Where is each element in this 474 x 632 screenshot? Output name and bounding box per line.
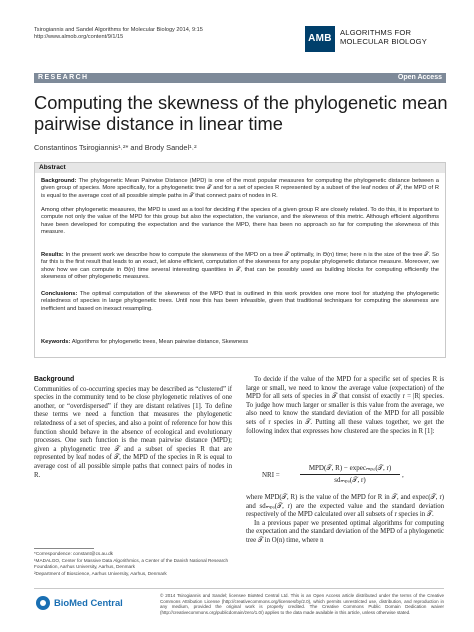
body-paragraph: where MPD(𝒯, R) is the value of the MPD for R in 𝒯, and expec(𝒯, r) and sdₘₚₒ(𝒯, r) are the expected value and the standard deviation respectively of the MPD calculated over all subsets of r species in 𝒯. (246, 494, 444, 519)
author-list: Constantinos Tsirogiannis¹˒²* and Brody Sandel¹˒² (34, 143, 197, 152)
journal-citation-line: Tsirogiannis and Sandel Algorithms for Molecular Biology 2014, 9:15 (34, 27, 203, 33)
abstract-background-label: Background: (41, 178, 77, 184)
fraction-bar (300, 474, 400, 475)
journal-logo-name (340, 28, 450, 46)
journal-citation (34, 27, 274, 42)
abstract-keywords-label: Keywords: (41, 339, 71, 345)
equation-denominator: sdₘₚₒ(𝒯, r) (334, 476, 366, 484)
journal-logo-name-line2: MOLECULAR BIOLOGY (340, 37, 427, 46)
abstract-heading: Abstract (39, 164, 66, 171)
journal-url[interactable]: http://www.almob.org/content/9/1/15 (34, 34, 124, 41)
abstract-keywords (41, 339, 439, 346)
abstract-keywords-text: Algorithms for phylogenetic trees, Mean pairwise distance, Skewness (71, 339, 249, 345)
abstract-conclusions-text: The optimal computation of the skewness of the MPD that is outlined in this work provides one more tool for studying the phylogenetic relatedness of species in large phylogenetic trees. Until now this has been infeasible, given that traditional techniques for computing the skewness are inefficient and based on inexact resampling. (41, 291, 439, 312)
article-type-label: RESEARCH (38, 74, 89, 81)
abstract-results-label: Results: (41, 252, 64, 258)
abstract-background-text-2: Among other phylogenetic measures, the MPD is used as a tool for deciding if the species of a given group R are closely related. To do this, it is important to compute not only the value of the MPD for this group but also the expectation, the variance, and the skewness of this metric. Although efficient algorithms have been developed for computing the expectation and the variance the MPD, there has been no approach so far for computing the skewness of this measure. (41, 207, 439, 236)
publisher-name: BioMed Central (54, 597, 123, 608)
journal-logo (305, 26, 445, 56)
section-heading-background: Background (34, 376, 75, 383)
nri-equation (244, 464, 444, 486)
article-type-banner (34, 73, 446, 83)
footnote-correspondence: *Correspondence: constant@cs.au.dk (34, 551, 114, 556)
equation-comma: , (402, 471, 404, 479)
abstract-results (41, 252, 439, 282)
equation-numerator: MPD(𝒯, R) − expecₘₚₒ(𝒯, r) (308, 464, 392, 472)
amb-logo-mark: AMB (305, 26, 335, 52)
abstract-background-text: The phylogenetic Mean Pairwise Distance (MPD) is one of the most popular measures for computing the phylogenetic distance between a given group of species. More specifically, for a phylogenetic tree 𝒯 and for a set of species R represented by a subset of the leaf nodes of 𝒯, the MPD of R is equal to the average cost of all possible simple paths in 𝒯 that connect pairs of nodes in R. (41, 178, 439, 199)
footer-rule (34, 588, 444, 589)
body-left-column (34, 376, 232, 480)
biomed-central-logo (36, 594, 146, 612)
body-paragraph: In a previous paper we presented optimal algorithms for computing the expectation and the standard deviation of the MPD of a phylogenetic tree 𝒯 in O(n) time, where n (246, 519, 444, 544)
body-right-column-top (246, 376, 444, 436)
equation-lhs: NRI = (262, 471, 280, 479)
abstract-box (34, 162, 446, 358)
footnote-affiliation-2: ²Department of Bioscience, Aarhus University, Aarhus, Denmark (34, 571, 167, 576)
article-title: Computing the skewness of the phylogenetic mean pairwise distance in linear time (34, 92, 448, 134)
abstract-header (35, 163, 445, 173)
abstract-conclusions (41, 291, 439, 313)
body-paragraph: Communities of co-occurring species may be described as “clustered” if species in the community tend to be close phylogenetic relatives of one another, or “overdispersed” if they are distant relatives [1]. To define these terms we need a function that measures the phylogenetic relatedness of a set of species, and also a point of reference for how this function should behave in the absence of ecological and evolutionary processes. One such function is the mean pairwise distance (MPD); given a phylogenetic tree 𝒯 and a subset of species R that are represented by leaf nodes of 𝒯, the MPD of the species in R is equal to average cost of all possible simple paths that connect pairs of nodes in R. (34, 385, 232, 479)
journal-logo-name-line1: ALGORITHMS FOR (340, 28, 412, 37)
footnote-rule (34, 548, 94, 549)
abstract-background (41, 178, 439, 200)
body-paragraph: To decide if the value of the MPD for a specific set of species R is large or small, we need to know the average value (expectation) of the MPD for all sets of species in 𝒯 that consist of exactly r = |R| species. To judge how much larger or smaller is this value from the average, we also need to know the standard deviation of the MPD for all possible sets of r species in 𝒯. Putting all these values together, we get the following index that expresses how clustered are the species in R [1]: (246, 376, 444, 435)
abstract-results-text: In the present work we describe how to compute the skewness of the MPD on a tree 𝒯 optimally, in Θ(n) time; here n is the size of the tree 𝒯. So far this is the first result that leads to an exact, let alone efficient, computation of the skewness for any popular phylogenetic distance measure. Moreover, we show how we can compute in Θ(n) time several interesting quantities in 𝒯, that can be possibly used as building blocks for computing efficiently the skewness of other phylogenetic measures. (41, 252, 439, 281)
body-right-column-bottom (246, 494, 444, 546)
abstract-conclusions-label: Conclusions: (41, 291, 78, 297)
footnote-affiliation-1: ¹MADALGO, Center for Massive Data Algorithmics, a Center of the Danish National Research Foundation, Aarhus University, Aarhus, Denmark (34, 558, 229, 569)
biomed-logo-icon-inner (40, 600, 46, 606)
license-statement: © 2014 Tsirogiannis and Sandel; licensee BioMed Central Ltd. This is an Open Access article distributed under the terms of the Creative Commons Attribution License (http://creativecommons.org/licenses/by/2.0), which permits unrestricted use, distribution, and reproduction in any medium, provided the original work is properly credited. The Creative Commons Public Domain Dedication waiver (http://creativecommons.org/publicdomain/zero/1.0/) applies to the data made available in this article, unless otherwise stated. (160, 593, 444, 616)
open-access-label: Open Access (397, 74, 442, 81)
